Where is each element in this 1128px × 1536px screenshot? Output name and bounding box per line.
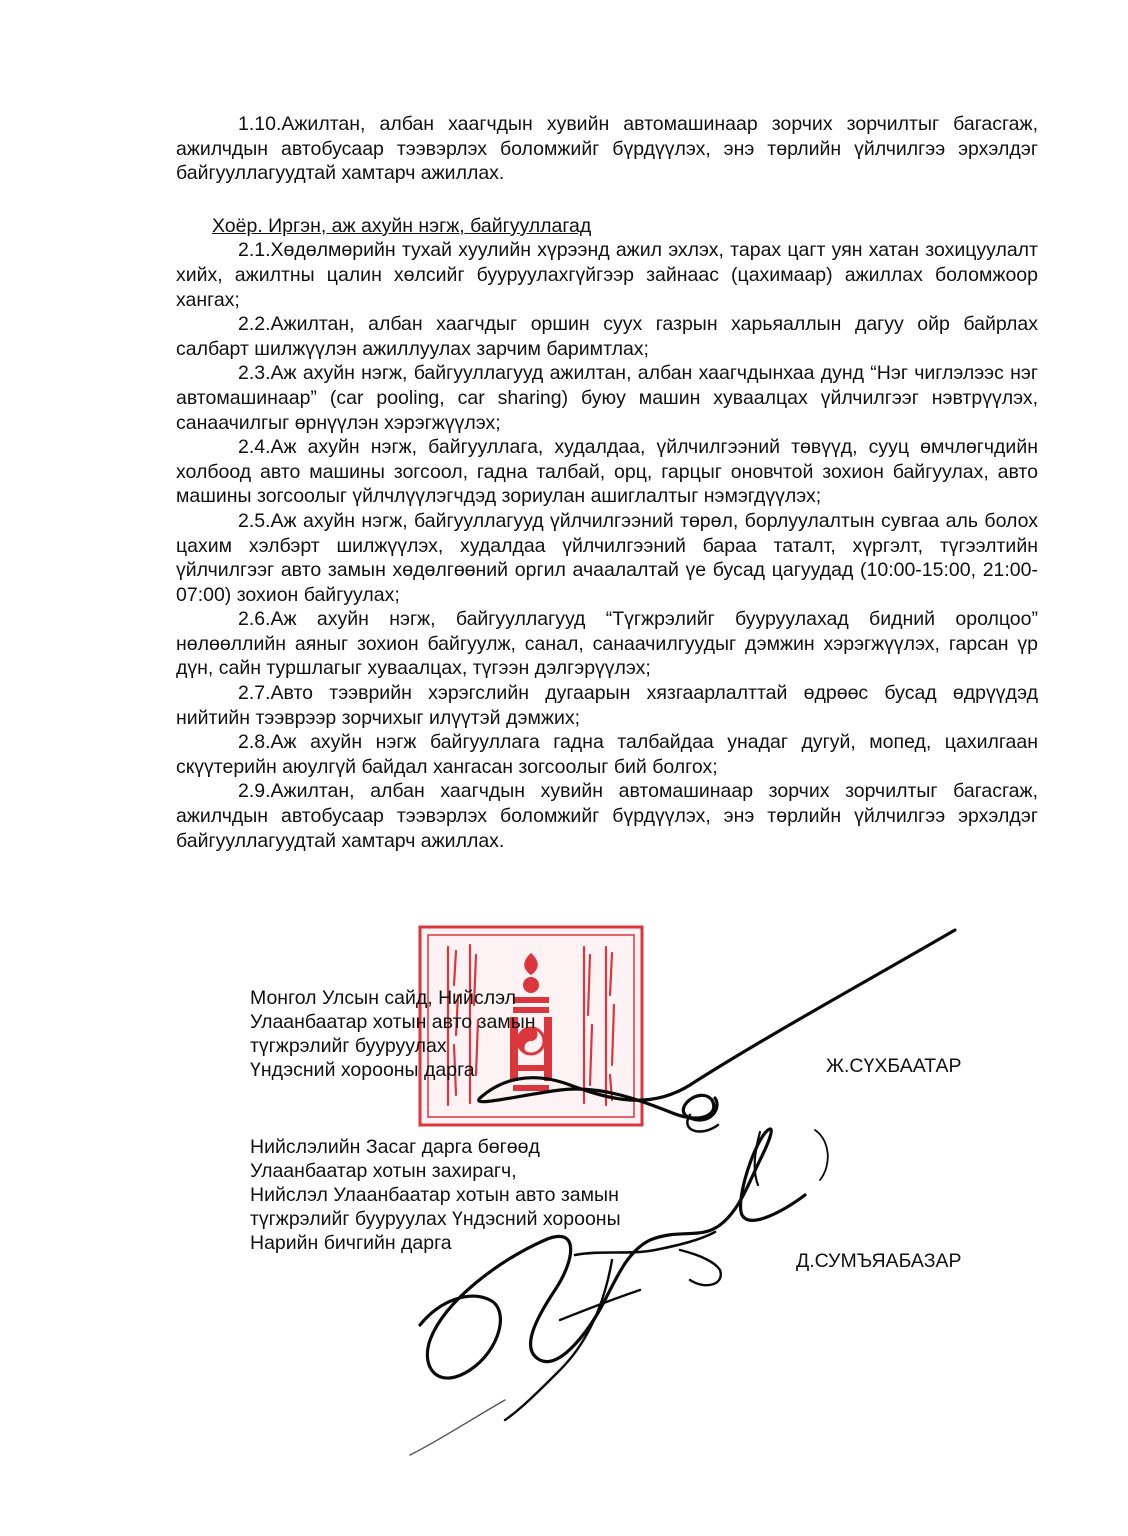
signature-2-stroke: [680, 1250, 721, 1285]
signature-2-stroke: [560, 1290, 640, 1320]
item-2-9: 2.9.Ажилтан, албан хаагчдын хувийн автомашинаар зорчих зорчилтыг багасгаж, ажилчдын автобусаар тээвэрлэх боломжийг бүрдүүлэх, энэ төрлийн үйлчилгээ эрхэлдэг байгууллагуудтай хамтарч ажиллах.: [176, 780, 1038, 852]
item-2-1: 2.1.Хөдөлмөрийн тухай хуулийн хүрээнд ажил эхлэх, тарах цагт уян хатан зохицуулалт хийх, ажилтны цалин хөлсийг бууруулахгүйгээр зайнаас (цахимаар) ажиллах боломжоор хангах;: [176, 239, 1038, 311]
signatory-1-title-line: Монгол Улсын сайд, Нийслэл: [250, 987, 516, 1009]
signature-2-stroke: [815, 1130, 828, 1180]
signature-2-stroke: [410, 1400, 505, 1455]
item-2-6: 2.6.Аж ахуйн нэгж, байгууллагууд “Түгжрэлийг бууруулахад бидний оролцоо” нөлөөллийн аяныг зохион байгуулж, санал, санаачилгуудыг дэмжин хэрэгжүүлэх, гарсан үр дүн, сайн туршлагыг хуваалцах, түгээн дэлгэрүүлэх;: [176, 608, 1038, 680]
item-2-2: 2.2.Ажилтан, албан хаагчдыг оршин суух газрын харьяаллын дагуу ойр байрлах салбарт шилжүүлэн ажиллуулах зарчим баримтлах;: [176, 313, 1038, 360]
item-2-8: 2.8.Аж ахуйн нэгж байгууллага гадна талбайдаа унадаг дугуй, мопед, цахилгаан скүүтерийн аюулгүй байдал хангасан зогсоолыг бий болгох;: [176, 731, 1038, 778]
signatory-2-name: Д.СУМЪЯАБАЗАР: [796, 1250, 962, 1272]
item-1-10: 1.10.Ажилтан, албан хаагчдын хувийн автомашинаар зорчих зорчилтыг багасгаж, ажилчдын автобусаар тээвэрлэх боломжийг бүрдүүлэх, энэ төрлийн үйлчилгээ эрхэлдэг байгууллагуудтай хамтарч ажиллах.: [176, 113, 1038, 185]
item-2-4: 2.4.Аж ахуйн нэгж, байгууллага, худалдаа, үйлчилгээний төвүүд, сууц өмчлөгчдийн холбоод авто машины зогсоол, гадна талбай, орц, гарцыг оновчтой зохион байгуулах, авто машины зогсоолыг үйлчлүүлэгчдэд зориулан ашиглалтыг нэмэгдүүлэх;: [176, 436, 1038, 508]
signature-2-stroke: [755, 1132, 760, 1185]
signatory-2-title-line: Нарийн бичгийн дарга: [250, 1232, 452, 1254]
signatory-1-title: [250, 986, 536, 1082]
signatory-1-title-line: Үндэсний хорооны дарга: [250, 1059, 475, 1081]
item-2-3: 2.3.Аж ахуйн нэгж, байгууллагууд ажилтан, албан хаагчдынхаа дунд “Нэг чиглэлээс нэг автомашинаар” (car pooling, car sharing) буюу машин хуваалцах үйлчилгээг нэвтрүүлэх, санаачилгыг өрнүүлэн хэрэгжүүлэх;: [176, 362, 1038, 434]
signature-2-stroke: [505, 1260, 612, 1420]
signatory-2-title-line: Нийслэл Улаанбаатар хотын авто замын: [250, 1184, 619, 1206]
section-2-heading: Хоёр. Иргэн, аж ахуйн нэгж, байгууллагад: [212, 214, 592, 237]
signatory-2-title: [250, 1135, 621, 1255]
signatory-1-title-line: түгжрэлийг бууруулах: [250, 1035, 447, 1057]
signatory-2-title-line: Улаанбаатар хотын захирагч,: [250, 1160, 517, 1182]
signatory-1-name: Ж.СҮХБААТАР: [826, 1055, 962, 1077]
signatory-1-title-line: Улаанбаатар хотын авто замын: [250, 1011, 536, 1033]
signatory-2-title-line: Нийслэлийн Засаг дарга бөгөөд: [250, 1136, 540, 1158]
item-2-5: 2.5.Аж ахуйн нэгж, байгууллагууд үйлчилгээний төрөл, борлуулалтын сувгаа аль болох цахим хэлбэрт шилжүүлэх, худалдаа үйлчилгээний бараа таталт, хүргэлт, түгээлтийн үйлчилгээг авто замын хөдөлгөөний оргил ачаалалтай үе бусад цагуудад (10:00-15:00, 21:00-07:00) зохион байгуулах;: [176, 509, 1038, 606]
document-body: [176, 112, 1038, 853]
item-2-7: 2.7.Авто тээврийн хэрэгслийн дугаарын хязгаарлалттай өдрөөс бусад өдрүүдэд нийтийн тээврээр зорчихыг илүүтэй дэмжих;: [176, 682, 1038, 729]
signatory-2-title-line: түгжрэлийг бууруулах Үндэсний хорооны: [250, 1208, 621, 1230]
signature-1-stroke: [687, 1115, 718, 1132]
